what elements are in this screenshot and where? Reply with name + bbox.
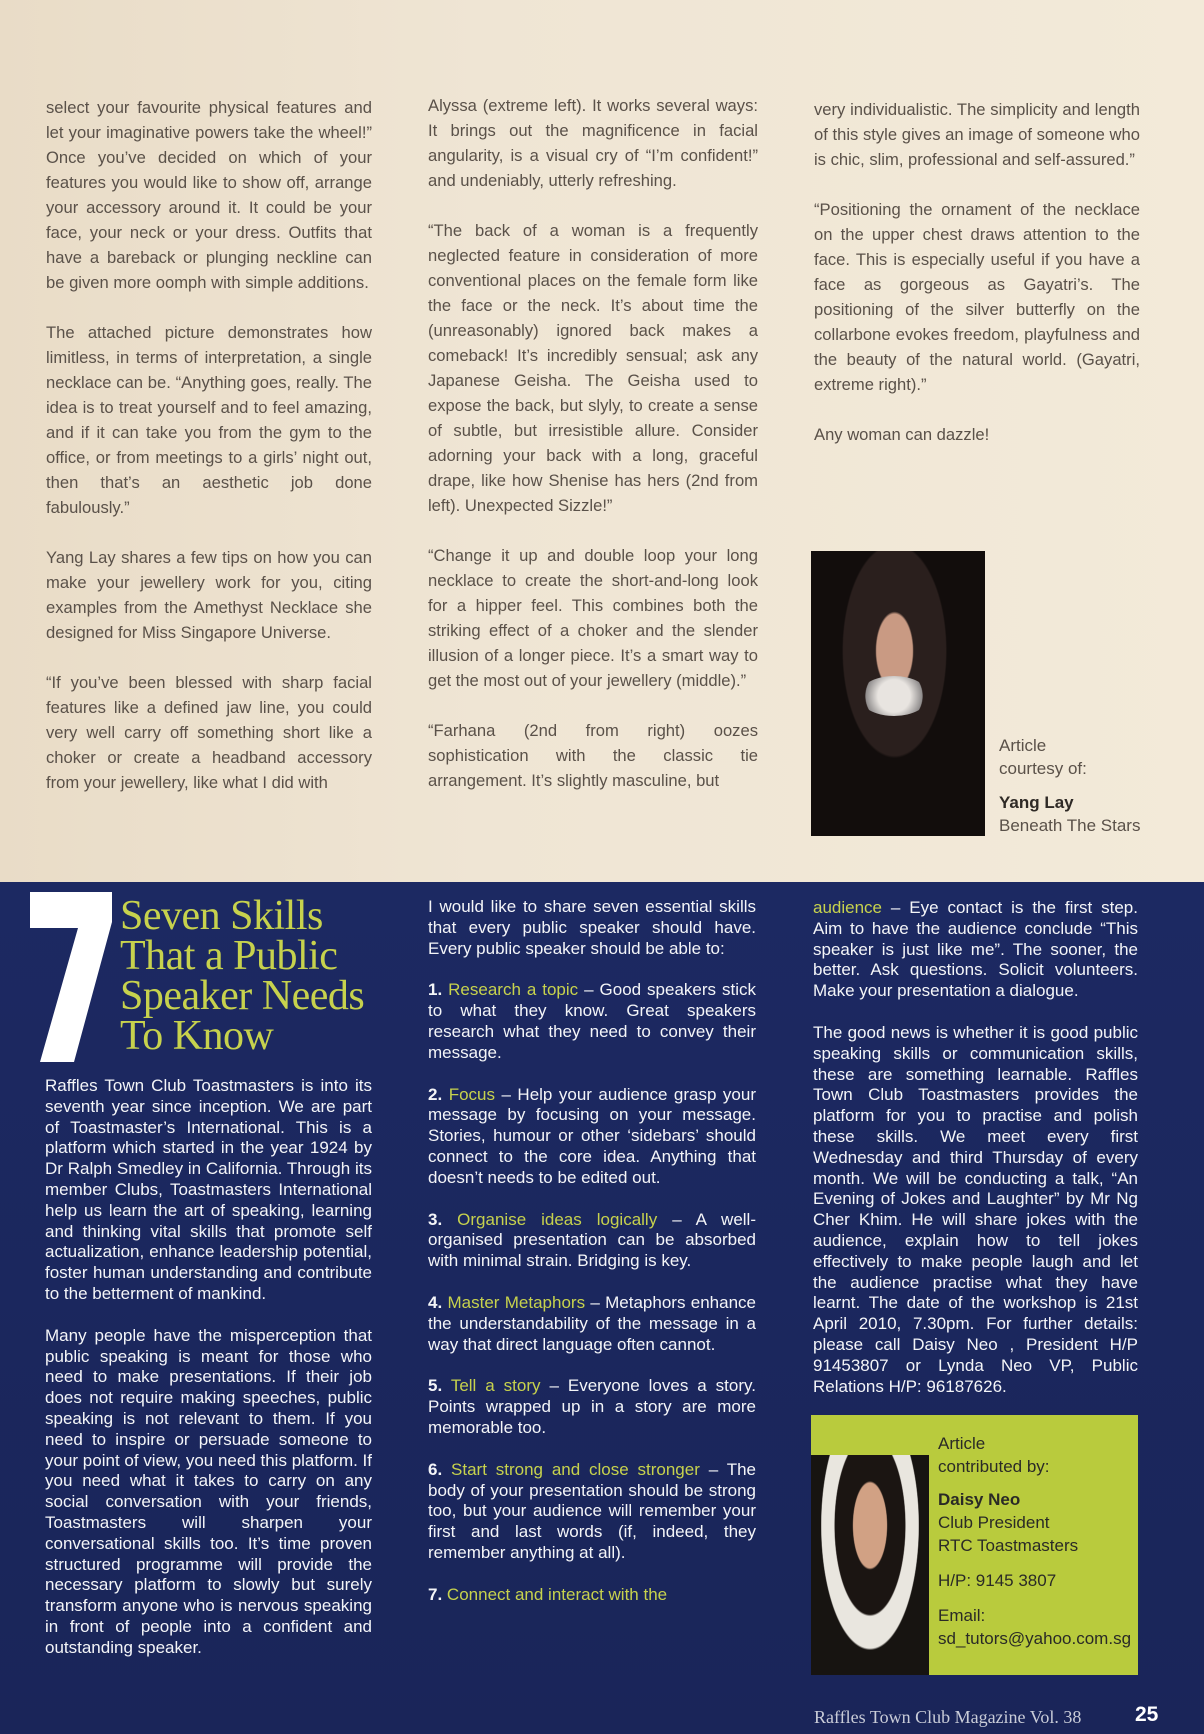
skill-heading: Tell a story [450, 1376, 541, 1396]
credit-phone: H/P: 9145 3807 [938, 1571, 1057, 1590]
toastmasters-column-3 [813, 898, 1138, 1418]
paragraph: “If you’ve been blessed with sharp facial features like a defined jaw line, you could very well carry off something short like a choker or create a headband accessory from your jewellery, like what I did with [46, 673, 372, 792]
skill-item [428, 1293, 756, 1355]
magazine-footer: Raffles Town Club Magazine Vol. 38 [814, 1707, 1082, 1727]
skill-heading: Organise ideas logically [457, 1209, 658, 1229]
skill-text: – The body of your presentation should be strong too, but your audience will remember your first and last words (if, indeed, they remember anything at all). [428, 1459, 756, 1562]
skill-item [428, 1585, 756, 1606]
skill-heading: Connect and interact with the [446, 1584, 668, 1604]
skill-heading: Start strong and close stronger [451, 1459, 700, 1479]
credit-label: Article [999, 736, 1047, 755]
paragraph [813, 898, 1138, 1002]
big-seven-graphic [30, 892, 112, 1062]
skill-number: 1. [428, 980, 443, 1000]
skill-heading: Research a topic [448, 980, 579, 1000]
page-number: 25 [1135, 1703, 1159, 1726]
skill-number: 2. [428, 1084, 443, 1104]
paragraph: The good news is whether it is good public speaking skills or communication skills, these are something learnable. Raffles Town Club Toastmasters provides the platform for you to practise and polish these skills. We meet every first Wednesday and third Thursday of every month. We will be conducting a talk, “An Evening of Jokes and Laughter” by Mr Ng Cher Khim. He will share jokes with the audience, explain how to tell jokes effectively to make people laugh and let the audience practise what they have learnt. The date of the workshop is 21st April 2010, 7.30pm. For further details: please call Daisy Neo , President H/P 91453807 or Lynda Neo VP, Public Relations H/P: 96187626. [813, 1022, 1138, 1396]
paragraph: The attached picture demonstrates how limitless, in terms of interpretation, a single necklace can be. “Anything goes, really. The idea is to treat yourself and to feel amazing, and if it can take you from the gym to the office, or from meetings to a girls’ night out, then that’s an aesthetic job done fabulously.” [46, 323, 372, 517]
skill-number: 4. [428, 1292, 443, 1312]
skill-heading: audience [813, 898, 883, 917]
title-line: To Know [120, 1013, 274, 1059]
credit-label: Article [938, 1434, 986, 1453]
skill-text: – Metaphors enhance the understandability of the message in a way that direct language often cannot. [428, 1292, 756, 1354]
skill-heading: Focus [448, 1084, 495, 1104]
skill-item [428, 1376, 756, 1438]
credit-role: Club President [938, 1513, 1050, 1532]
paragraph: “The back of a woman is a frequently neglected feature in consideration of more conventional places on the female form like the face or the neck. It’s about time the (unreasonably) ignored back makes a comeback! It’s incredibly sensual; ask any Japanese Geisha. The Geisha used to expose the back, but slyly, to create a sense of subtle, but irresistible allure. Consider adorning your back with a long, graceful drape, like how Shenise has hers (2nd from left). Unexpected Sizzle!” [428, 221, 758, 515]
skill-number: 7. [428, 1584, 443, 1604]
credit-name: Yang Lay [999, 793, 1074, 812]
paragraph: “Positioning the ornament of the necklace on the upper chest draws attention to the face. This is especially useful if you have a face as gorgeous as Gayatri’s. The positioning of the silver butterfly on the collarbone evokes freedom, playfulness and the beauty of the natural world. (Gayatri, extreme right).” [814, 200, 1140, 394]
paragraph: Raffles Town Club Toastmasters is into its seventh year since inception. We are part of Toastmaster’s International. This is a platform which started in the year 1924 by Dr Ralph Smedley in California. Through its member Clubs, Toastmasters International help us learn the art of speaking, learning and thinking vital skills that promote self actualization, enhance leadership potential, foster human understanding and contribute to the betterment of mankind. [45, 1076, 372, 1303]
paragraph: Many people have the misperception that public speaking is meant for those who need to make presentations. If their job does not require making speeches, public speaking is not relevant to them. If you need to inspire or persuade someone to your point of view, you need this platform. If you need what it takes to carry on any social conversation with your friends, Toastmasters will sharpen your conversational skills too. It’s time proven structured programme will provide the necessary platform to slowly but surely transform anyone who is nervous speaking in front of people into a confident and outstanding speaker. [45, 1325, 372, 1657]
paragraph: Alyssa (extreme left). It works several ways: It brings out the magnificence in facial angularity, is a visual cry of “I’m confident!” and undeniably, utterly refreshing. [428, 96, 758, 190]
article-column-2 [428, 93, 758, 818]
article-column-3 [814, 97, 1140, 472]
skill-text: – Help your audience grasp your message by focusing on your message. Stories, humour or other ‘sidebars’ should connect to the core idea. Anything that doesn’t needs to be edited out. [428, 1084, 756, 1187]
paragraph: select your favourite physical features and let your imaginative powers take the wheel!” Once you’ve decided on which of your features you would like to show off, arrange your accessory around it. It could be your face, your neck or your dress. Outfits that have a bareback or plunging neckline can be given more oomph with simple additions. [46, 98, 372, 292]
title-line: Speaker Needs [120, 973, 365, 1019]
article-column-1 [46, 95, 372, 820]
skill-number: 3. [428, 1209, 443, 1229]
credit-email-label: Email: [938, 1606, 986, 1625]
paragraph: Yang Lay shares a few tips on how you can make your jewellery work for you, citing examples from the Amethyst Necklace she designed for Miss Singapore Universe. [46, 548, 372, 642]
skill-heading: Master Metaphors [447, 1292, 586, 1312]
credit-label: courtesy of: [999, 759, 1087, 778]
skill-item [428, 980, 756, 1063]
credit-name: Daisy Neo [938, 1490, 1021, 1509]
paragraph: “Farhana (2nd from right) oozes sophistication with the classic tie arrangement. It’s slightly masculine, but [428, 721, 758, 790]
toastmasters-column-2 [428, 897, 756, 1627]
yang-lay-photo [811, 551, 985, 836]
skill-item [428, 1460, 756, 1564]
credit-email: sd_tutors@yahoo.com.sg [938, 1629, 1132, 1648]
intro-paragraph: I would like to share seven essential skills that every public speaker should have. Every public speaker should be able to: [428, 897, 756, 958]
title-line: That a Public [120, 933, 338, 979]
skill-number: 5. [428, 1376, 443, 1396]
paragraph: “Change it up and double loop your long necklace to create the short-and-long look for a hipper feel. This combines both the striking effect of a choker and the slender illusion of a longer piece. It’s a smart way to get the most out of your jewellery (middle).” [428, 546, 758, 690]
credit-label: contributed by: [938, 1457, 1050, 1476]
credit-org: RTC Toastmasters [938, 1536, 1079, 1555]
skill-item [428, 1210, 756, 1272]
skill-text: – Everyone loves a story. Points wrapped up in a story are more memorable too. [428, 1376, 756, 1437]
toastmasters-column-1 [45, 1076, 372, 1680]
daisy-neo-photo [811, 1455, 929, 1675]
skill-number: 6. [428, 1459, 443, 1479]
paragraph: very individualistic. The simplicity and length of this style gives an image of someone who is chic, slim, professional and self-assured.” [814, 100, 1140, 169]
skill-item [428, 1085, 756, 1189]
paragraph: Any woman can dazzle! [814, 425, 990, 444]
necklace-shape [859, 676, 929, 716]
article-credit-daisy-neo [938, 1432, 1131, 1650]
skill-text: – Good speakers stick to what they know. Great speakers research what they need to convey their message. [428, 980, 756, 1062]
skill-text: – Eye contact is the first step. Aim to have the audience conclude “This speaker is just like me”. The sooner, the better. Ask questions. Solicit volunteers. Make your presentation a dialogue. [813, 898, 1138, 1001]
article-credit-yang-lay [999, 734, 1140, 837]
skill-text: – A well-organised presentation can be absorbed with minimal strain. Bridging is key. [428, 1209, 756, 1271]
credit-org: Beneath The Stars [999, 816, 1141, 835]
article-title [120, 893, 365, 1059]
title-line: Seven Skills [120, 893, 323, 939]
